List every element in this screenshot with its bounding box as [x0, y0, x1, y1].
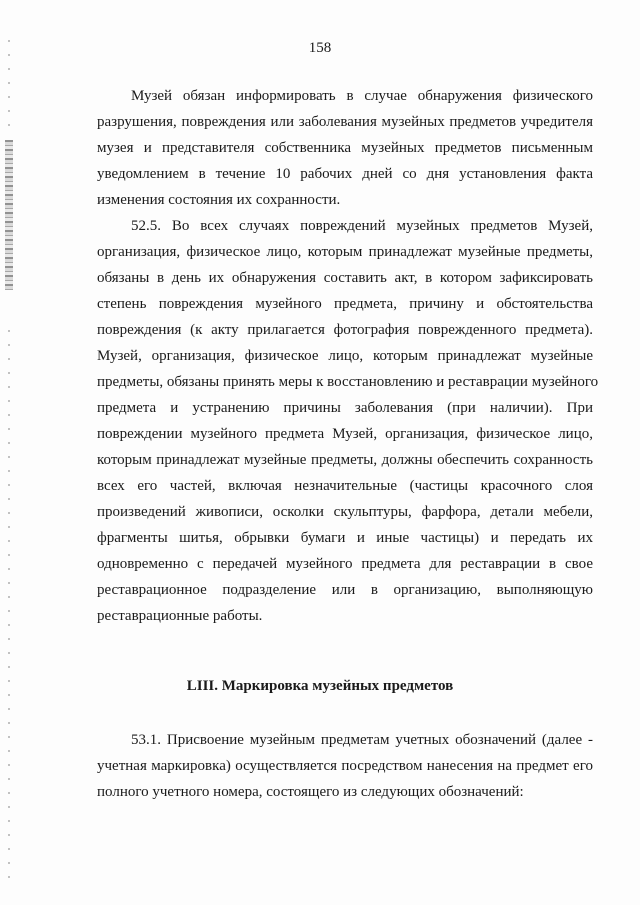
- paragraph-line: полного учетного номера, состоящего из следующих обозначений:: [97, 784, 524, 800]
- paragraph-line: изменения состояния их сохранности.: [97, 192, 341, 208]
- paragraph-line: всех его частей, включая незначительные (частицы красочного слоя: [97, 478, 593, 494]
- paragraph-line: 53.1. Присвоение музейным предметам учетных обозначений (далее -: [131, 732, 593, 748]
- scan-artifact-dots: [8, 330, 10, 890]
- paragraph-line: реставрационные работы.: [97, 608, 263, 624]
- paragraph-line: одновременно с передачей музейного предмета для реставрации в свое: [97, 556, 593, 572]
- paragraph-line: музея и представителя собственника музейных предметов письменным: [97, 140, 593, 156]
- paragraph-line: предмета и устранению причины заболевания (при наличии). При: [97, 400, 593, 416]
- paragraph-line: Музей обязан информировать в случае обнаружения физического: [131, 88, 593, 104]
- paragraph-line: обязаны в день их обнаружения составить акт, в котором зафиксировать: [97, 270, 593, 286]
- paragraph-line: уведомлением в течение 10 рабочих дней со дня установления факта: [97, 166, 593, 182]
- page-number: 158: [308, 40, 332, 56]
- paragraph-line: повреждении музейного предмета Музей, организация, физическое лицо,: [97, 426, 593, 442]
- paragraph-line: учетная маркировка) осуществляется посредством нанесения на предмет его: [97, 758, 593, 774]
- paragraph-line: фрагменты шитья, обрывки бумаги и иные частицы) и передать их: [97, 530, 593, 546]
- paragraph-line: 52.5. Во всех случаях повреждений музейных предметов Музей,: [131, 218, 593, 234]
- section-heading: LIII. Маркировка музейных предметов: [186, 678, 454, 694]
- paragraph-line: реставрационное подразделение или в организацию, выполняющую: [97, 582, 593, 598]
- paragraph-line: произведений живописи, осколки скульптуры, фарфора, детали мебели,: [97, 504, 593, 520]
- paragraph-line: разрушения, повреждения или заболевания музейных предметов учредителя: [97, 114, 593, 130]
- paragraph-line: Музей, организация, физическое лицо, которым принадлежат музейные: [97, 348, 593, 364]
- paragraph-line: повреждения (к акту прилагается фотография поврежденного предмета).: [97, 322, 593, 338]
- paragraph-line: предметы, обязаны принять меры к восстановлению и реставрации музейного: [97, 374, 599, 390]
- paragraph-line: которым принадлежат музейные предметы, должны обеспечить сохранность: [97, 452, 593, 468]
- paragraph-line: организация, физическое лицо, которым принадлежат музейные предметы,: [97, 244, 593, 260]
- paragraph-line: степень повреждения музейного предмета, причину и обстоятельства: [97, 296, 593, 312]
- scan-artifact-strip: [5, 140, 13, 290]
